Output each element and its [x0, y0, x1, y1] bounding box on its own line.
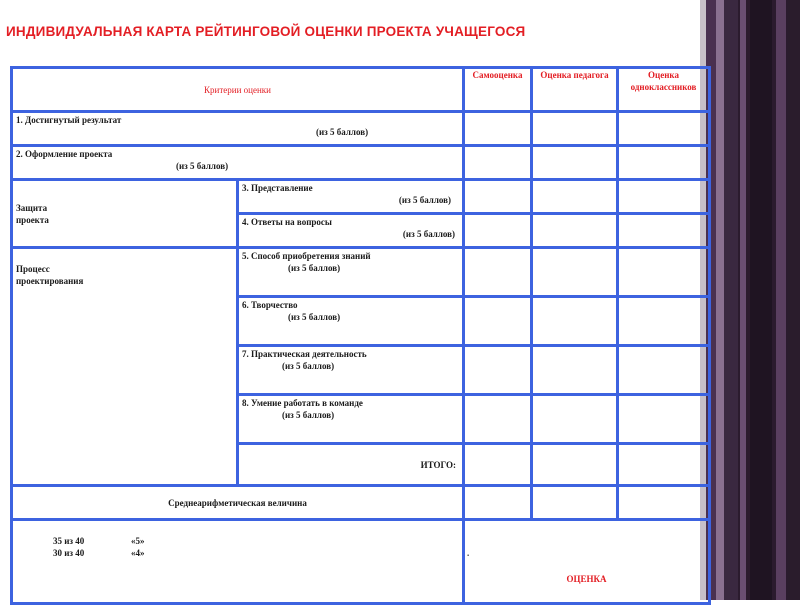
- self-score-8[interactable]: [464, 395, 532, 444]
- classmates-score-8[interactable]: [618, 395, 710, 444]
- final-grade-label: ОЦЕНКА: [566, 574, 607, 584]
- total-label: ИТОГО:: [238, 444, 464, 486]
- criterion-4: 4. Ответы на вопросы (из 5 баллов): [238, 214, 464, 248]
- criterion-3: 3. Представление (из 5 баллов): [238, 180, 464, 214]
- teacher-score-8[interactable]: [532, 395, 618, 444]
- self-score-2[interactable]: [464, 146, 532, 180]
- teacher-score-5[interactable]: [532, 248, 618, 297]
- teacher-average[interactable]: [532, 486, 618, 520]
- criterion-8: 8. Умение работать в команде (из 5 баллов): [238, 395, 464, 444]
- classmates-total[interactable]: [618, 444, 710, 486]
- teacher-score-3[interactable]: [532, 180, 618, 214]
- header-self-assessment: Самооценка: [464, 68, 532, 112]
- decorative-side-stripes: [700, 0, 800, 600]
- average-label: Среднеарифметическая величина: [12, 486, 464, 520]
- criterion-5: 5. Способ приобретения знаний (из 5 баллов): [238, 248, 464, 297]
- classmates-score-3[interactable]: [618, 180, 710, 214]
- classmates-score-6[interactable]: [618, 297, 710, 346]
- classmates-score-2[interactable]: [618, 146, 710, 180]
- self-score-1[interactable]: [464, 112, 532, 146]
- rating-table: [10, 66, 711, 605]
- self-total[interactable]: [464, 444, 532, 486]
- self-score-7[interactable]: [464, 346, 532, 395]
- classmates-average[interactable]: [618, 486, 710, 520]
- criterion-2: 2. Оформление проекта (из 5 баллов): [12, 146, 464, 180]
- self-score-3[interactable]: [464, 180, 532, 214]
- scale-row-2: 30 из 40 «4»: [53, 548, 145, 558]
- self-score-5[interactable]: [464, 248, 532, 297]
- teacher-score-7[interactable]: [532, 346, 618, 395]
- teacher-total[interactable]: [532, 444, 618, 486]
- classmates-score-5[interactable]: [618, 248, 710, 297]
- teacher-score-2[interactable]: [532, 146, 618, 180]
- page-title: ИНДИВИДУАЛЬНАЯ КАРТА РЕЙТИНГОВОЙ ОЦЕНКИ ПРОЕКТА УЧАЩЕГОСЯ: [6, 24, 526, 39]
- header-classmates-assessment: Оценка одноклассников: [618, 68, 710, 112]
- criterion-1: 1. Достигнутый результат (из 5 баллов): [12, 112, 464, 146]
- grading-scale: [12, 520, 464, 604]
- group-design-process: Процесс проектирования: [12, 248, 238, 486]
- teacher-score-1[interactable]: [532, 112, 618, 146]
- teacher-score-4[interactable]: [532, 214, 618, 248]
- header-criteria: Критерии оценки: [12, 68, 464, 112]
- criterion-7: 7. Практическая деятельность (из 5 баллов): [238, 346, 464, 395]
- final-grade-cell[interactable]: . ОЦЕНКА: [464, 520, 710, 604]
- classmates-score-1[interactable]: [618, 112, 710, 146]
- group-project-defense: Защита проекта: [12, 180, 238, 248]
- scale-row-1: 35 из 40 «5»: [53, 536, 145, 546]
- classmates-score-4[interactable]: [618, 214, 710, 248]
- criterion-6: 6. Творчество (из 5 баллов): [238, 297, 464, 346]
- self-score-4[interactable]: [464, 214, 532, 248]
- classmates-score-7[interactable]: [618, 346, 710, 395]
- self-score-6[interactable]: [464, 297, 532, 346]
- teacher-score-6[interactable]: [532, 297, 618, 346]
- header-teacher-assessment: Оценка педагога: [532, 68, 618, 112]
- self-average[interactable]: [464, 486, 532, 520]
